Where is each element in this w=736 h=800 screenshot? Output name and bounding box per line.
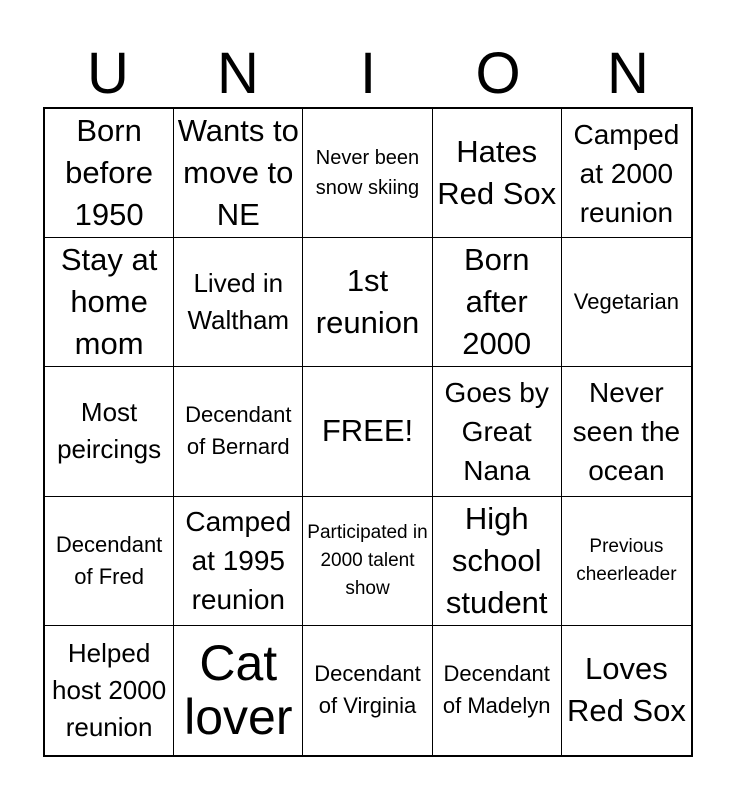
cell-text: Stay at home mom [60, 242, 158, 362]
cell-text: Born before 1950 [65, 113, 154, 233]
bingo-cell[interactable] [45, 238, 174, 367]
bingo-header [43, 40, 693, 108]
bingo-cell[interactable] [174, 367, 303, 496]
cell-text: Never seen the ocean [572, 376, 681, 486]
bingo-board [43, 107, 693, 757]
cell-text: Cat lover [184, 635, 293, 746]
bingo-cell[interactable] [562, 109, 691, 238]
cell-text: Lived in Waltham [187, 268, 290, 336]
cell-text: Never been snow skiing [315, 147, 420, 200]
cell-text: Camped at 2000 reunion [573, 118, 680, 228]
cell-text: High school student [445, 500, 548, 620]
bingo-cell[interactable] [45, 109, 174, 238]
bingo-cell[interactable] [562, 626, 691, 755]
cell-text: Wants to move to NE [177, 113, 299, 233]
header-letter: I [359, 41, 377, 106]
bingo-cell[interactable] [303, 109, 432, 238]
bingo-cell[interactable] [433, 238, 562, 367]
cell-text: Decendant of Fred [55, 531, 163, 589]
bingo-cell[interactable] [174, 238, 303, 367]
header-letter: U [87, 41, 129, 106]
cell-text: Decendant of Virginia [314, 661, 421, 719]
bingo-cell[interactable] [303, 238, 432, 367]
cell-text: Helped host 2000 reunion [51, 637, 167, 742]
cell-text: Decendant of Bernard [185, 402, 292, 460]
bingo-cell[interactable] [433, 367, 562, 496]
header-letter: N [607, 41, 649, 106]
cell-text: Goes by Great Nana [444, 376, 549, 486]
cell-text: Born after 2000 [462, 242, 532, 362]
header-letter: N [217, 41, 259, 106]
header-letter: O [475, 41, 521, 106]
bingo-cell[interactable] [303, 497, 432, 626]
bingo-cell[interactable] [174, 626, 303, 755]
bingo-cell[interactable] [433, 109, 562, 238]
bingo-cell[interactable] [303, 626, 432, 755]
cell-text: Hates Red Sox [437, 134, 557, 212]
bingo-cell[interactable] [174, 497, 303, 626]
cell-text: Most peircings [57, 397, 162, 465]
bingo-cell[interactable] [562, 497, 691, 626]
bingo-cell[interactable] [45, 626, 174, 755]
bingo-cell[interactable] [45, 367, 174, 496]
cell-text: Loves Red Sox [566, 651, 686, 729]
bingo-cell[interactable] [433, 497, 562, 626]
cell-text: Decendant of Madelyn [442, 661, 551, 719]
bingo-cell[interactable] [174, 109, 303, 238]
cell-text: 1st reunion [315, 263, 420, 341]
cell-text: Vegetarian [573, 289, 679, 315]
cell-text: Camped at 1995 reunion [185, 506, 292, 616]
cell-text: Participated in 2000 talent show [307, 521, 428, 599]
cell-text: Previous cheerleader [576, 535, 677, 585]
cell-text: FREE! [321, 413, 414, 449]
bingo-cell[interactable] [562, 238, 691, 367]
bingo-cell[interactable] [45, 497, 174, 626]
bingo-cell[interactable] [433, 626, 562, 755]
bingo-cell[interactable] [562, 367, 691, 496]
bingo-cell[interactable] [303, 367, 432, 496]
